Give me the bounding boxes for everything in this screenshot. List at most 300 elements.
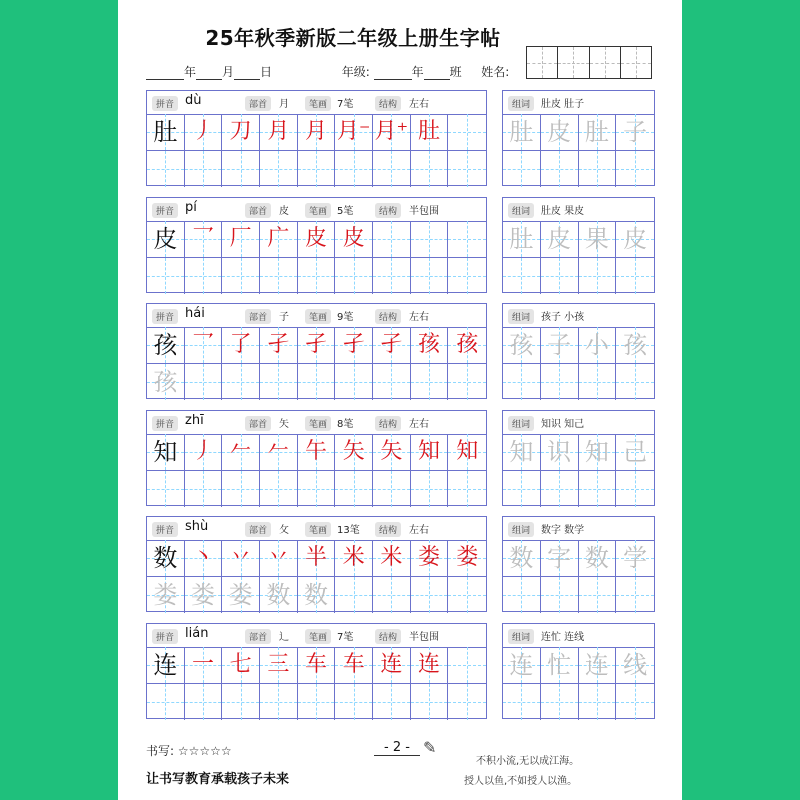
word-header [503,411,654,435]
tracing-cell[interactable] [260,471,298,507]
word-cell[interactable] [541,221,579,257]
word-block-6 [502,623,655,719]
practice-block-2 [146,197,487,293]
tracing-cell[interactable] [147,684,185,720]
word-block-2 [502,197,655,293]
stroke-cell [222,647,260,683]
info-header [147,517,486,541]
words-value: 数字 数学 [541,525,585,536]
words-tag: 组词 [508,309,534,324]
word-cell[interactable] [579,114,617,150]
trace-character: 孩 [153,368,178,396]
word-cell[interactable] [541,471,579,507]
word-blank-row [503,258,654,294]
radical-value: 攵 [279,525,289,536]
stroke-cell [448,434,486,470]
info-header [147,411,486,435]
word-trace-character: 子 [547,331,572,359]
tracing-cell[interactable] [147,471,185,507]
stroke-step: 娄 [456,545,479,570]
tracing-cell[interactable] [298,471,336,507]
stroke-step: 了 [229,332,252,357]
stroke-step: 乛 [192,332,215,357]
word-cell[interactable] [541,577,579,613]
words-value: 连忙 连线 [541,632,585,643]
word-cell[interactable] [503,364,541,400]
word-trace-character: 肚 [509,225,534,253]
word-blank-row [503,684,654,720]
stroke-cell [373,221,411,257]
radical-value: 皮 [279,206,289,217]
word-header [503,624,654,648]
tracing-row [147,364,486,400]
tracing-cell[interactable] [335,471,373,507]
word-trace-character: 己 [623,438,648,466]
stroke-cell [185,221,223,257]
word-cell[interactable] [616,327,654,363]
stroke-step: 午 [305,439,328,464]
tracing-cell[interactable] [373,364,411,400]
stroke-step: 知 [456,439,479,464]
word-trace-character: 皮 [547,118,572,146]
page-number: - 2 - [374,740,420,756]
model-cell [147,221,185,257]
stroke-step: 矢 [342,439,365,464]
pinyin-value: hái [185,306,205,321]
word-cell[interactable] [503,471,541,507]
stroke-cell [260,221,298,257]
day-blank[interactable] [234,67,260,80]
strokes-tag: 笔画 [305,522,331,537]
stroke-cell [373,434,411,470]
tracing-cell[interactable] [373,151,411,187]
tracing-cell[interactable] [373,684,411,720]
grade-label: 年级: [341,65,370,79]
word-trace-row [503,434,654,471]
tracing-cell[interactable] [335,258,373,294]
word-cell[interactable] [503,221,541,257]
words-value: 肚皮 果皮 [541,206,585,217]
radical-tag: 部首 [245,309,271,324]
tracing-cell[interactable] [222,471,260,507]
strokes-tag: 笔画 [305,629,331,644]
stroke-cell [298,434,336,470]
word-cell[interactable] [541,684,579,720]
month-blank[interactable] [196,67,222,80]
word-trace-character: 果 [584,225,609,253]
strokes-tag: 笔画 [305,309,331,324]
stroke-cell [185,647,223,683]
word-trace-character: 数 [584,544,609,572]
info-header [147,304,486,328]
words-tag: 组词 [508,522,534,537]
word-cell[interactable] [541,364,579,400]
tracing-cell[interactable] [222,151,260,187]
quote-line-1: 不积小流,无以成江海。 [476,756,580,767]
tracing-cell[interactable] [298,364,336,400]
word-cell[interactable] [579,258,617,294]
stroke-step: 孑 [305,332,328,357]
tracing-cell[interactable] [260,577,298,613]
word-cell[interactable] [579,684,617,720]
pen-icon: ✎ [423,738,437,757]
word-cell[interactable] [616,151,654,187]
word-cell[interactable] [579,540,617,576]
tracing-cell[interactable] [373,471,411,507]
word-cell[interactable] [503,258,541,294]
stroke-step: 孑 [380,332,403,357]
structure-value: 半包围 [409,632,439,643]
stroke-step: 丿 [192,439,215,464]
word-cell[interactable] [579,364,617,400]
tracing-cell[interactable] [411,364,449,400]
stroke-cell [260,540,298,576]
writing-rating: 书写: ☆☆☆☆☆ [146,744,232,758]
practice-block-3 [146,303,487,399]
page-title: 25年秋季新版二年级上册生字帖 [205,26,501,50]
tracing-cell[interactable] [260,684,298,720]
model-cell [147,540,185,576]
word-trace-character: 皮 [547,225,572,253]
word-trace-row [503,221,654,258]
tracing-cell[interactable] [448,577,486,613]
tracing-cell[interactable] [448,258,486,294]
stroke-cell [373,114,411,150]
model-character: 数 [153,544,178,572]
tracing-cell[interactable] [185,258,223,294]
stroke-order-row [147,647,486,684]
word-trace-character: 小 [584,331,609,359]
stroke-cell [448,540,486,576]
stroke-step: 车 [305,652,328,677]
radical-tag: 部首 [245,522,271,537]
stroke-cell [411,540,449,576]
word-cell[interactable] [503,114,541,150]
word-cell[interactable] [503,647,541,683]
strokes-tag: 笔画 [305,96,331,111]
pinyin-value: lián [185,626,209,641]
model-character: 孩 [153,331,178,359]
tracing-cell[interactable] [335,364,373,400]
strokes-value: 13笔 [337,525,360,536]
stroke-cell [373,540,411,576]
tracing-cell[interactable] [147,577,185,613]
words-tag: 组词 [508,203,534,218]
stroke-cell [448,647,486,683]
structure-tag: 结构 [375,522,401,537]
tracing-cell[interactable] [448,471,486,507]
word-blank-row [503,471,654,507]
stroke-cell [185,434,223,470]
tracing-cell[interactable] [448,684,486,720]
word-cell[interactable] [541,540,579,576]
stroke-step: 娄 [418,545,441,570]
pinyin-tag: 拼音 [152,629,178,644]
tracing-cell[interactable] [448,151,486,187]
structure-tag: 结构 [375,309,401,324]
word-cell[interactable] [579,151,617,187]
word-trace-character: 字 [547,544,572,572]
word-trace-character: 数 [509,544,534,572]
stroke-cell [298,114,336,150]
stroke-order-row [147,327,486,364]
tracing-row [147,151,486,187]
tracing-cell[interactable] [147,258,185,294]
stroke-step: 矢 [380,439,403,464]
word-header [503,198,654,222]
pinyin-value: shù [185,519,209,534]
tracing-cell[interactable] [185,364,223,400]
tracing-cell[interactable] [411,258,449,294]
word-cell[interactable] [616,540,654,576]
tracing-cell[interactable] [185,684,223,720]
word-cell[interactable] [503,327,541,363]
word-trace-character: 连 [509,651,534,679]
structure-value: 左右 [409,312,429,323]
tracing-cell[interactable] [222,364,260,400]
word-block-4 [502,410,655,506]
stroke-step: 车 [342,652,365,677]
word-trace-character: 连 [584,651,609,679]
tracing-row [147,577,486,613]
word-cell[interactable] [616,364,654,400]
word-cell[interactable] [579,471,617,507]
year-blank[interactable] [146,67,184,80]
stroke-cell [411,434,449,470]
stroke-step: 月⁻ [336,119,371,144]
stroke-cell [298,327,336,363]
strokes-value: 7笔 [337,632,354,643]
stroke-step: 月 [305,119,328,144]
word-trace-character: 忙 [547,651,572,679]
practice-block-1 [146,90,487,186]
tracing-cell[interactable] [448,364,486,400]
model-cell [147,647,185,683]
model-character: 知 [153,438,178,466]
tracing-cell[interactable] [298,577,336,613]
word-cell[interactable] [616,647,654,683]
words-value: 肚皮 肚子 [541,99,585,110]
tracing-cell[interactable] [222,258,260,294]
tracing-cell[interactable] [222,684,260,720]
radical-value: 月 [279,99,289,110]
word-header [503,304,654,328]
strokes-value: 9笔 [337,312,354,323]
tracing-cell[interactable] [298,258,336,294]
word-header [503,91,654,115]
word-cell[interactable] [541,327,579,363]
date-line: 年 月 日 年级: 年 班 姓名: [146,63,509,80]
word-blank-row [503,151,654,187]
tracing-cell[interactable] [260,151,298,187]
stroke-cell [185,540,223,576]
stroke-cell [222,540,260,576]
pinyin-value: dù [185,93,202,108]
word-cell[interactable] [616,258,654,294]
model-character: 连 [153,651,178,679]
word-header [503,517,654,541]
trace-character: 娄 [228,581,253,609]
word-cell[interactable] [541,151,579,187]
tracing-cell[interactable] [260,364,298,400]
stroke-cell [411,327,449,363]
word-trace-row [503,114,654,151]
practice-block-5 [146,516,487,612]
structure-value: 左右 [409,99,429,110]
tracing-cell[interactable] [411,471,449,507]
strokes-tag: 笔画 [305,416,331,431]
tracing-cell[interactable] [411,151,449,187]
stroke-cell [411,114,449,150]
stroke-cell [335,647,373,683]
tracing-cell[interactable] [298,684,336,720]
model-character: 肚 [153,118,178,146]
stroke-cell [222,221,260,257]
word-cell[interactable] [503,434,541,470]
stroke-cell [373,327,411,363]
tracing-cell[interactable] [260,258,298,294]
structure-tag: 结构 [375,203,401,218]
stroke-step: 孩 [456,332,479,357]
stroke-step: 丿 [192,119,215,144]
radical-tag: 部首 [245,629,271,644]
word-cell[interactable] [616,434,654,470]
pinyin-tag: 拼音 [152,203,178,218]
quote-line-2: 授人以鱼,不如授人以渔。 [464,776,578,787]
pinyin-tag: 拼音 [152,416,178,431]
tracing-cell[interactable] [185,151,223,187]
stroke-step: 皮 [305,226,328,251]
word-cell[interactable] [503,577,541,613]
stroke-step: 三 [267,652,290,677]
stroke-cell [298,540,336,576]
stroke-step: 肚 [418,119,441,144]
stroke-step: 孑 [267,332,290,357]
word-cell[interactable] [503,684,541,720]
structure-tag: 结构 [375,629,401,644]
word-cell[interactable] [541,258,579,294]
word-trace-character: 子 [623,118,648,146]
word-cell[interactable] [579,221,617,257]
tracing-cell[interactable] [411,577,449,613]
tracing-cell[interactable] [373,258,411,294]
tracing-cell[interactable] [411,684,449,720]
tracing-row [147,684,486,720]
word-trace-character: 线 [623,651,648,679]
strokes-tag: 笔画 [305,203,331,218]
stroke-cell [260,114,298,150]
word-cell[interactable] [616,684,654,720]
stroke-cell [335,114,373,150]
info-header [147,91,486,115]
tracing-cell[interactable] [373,577,411,613]
stroke-cell [298,221,336,257]
word-cell[interactable] [616,114,654,150]
tracing-cell[interactable] [147,364,185,400]
stroke-cell [185,327,223,363]
stroke-cell [260,647,298,683]
radical-tag: 部首 [245,96,271,111]
stroke-order-row [147,114,486,151]
words-tag: 组词 [508,629,534,644]
pinyin-tag: 拼音 [152,522,178,537]
word-cell[interactable] [503,151,541,187]
model-cell [147,114,185,150]
word-cell[interactable] [579,434,617,470]
name-grid[interactable] [526,46,652,79]
word-cell[interactable] [541,434,579,470]
tracing-cell[interactable] [298,151,336,187]
words-tag: 组词 [508,96,534,111]
word-block-3 [502,303,655,399]
stroke-step: 丶 [192,545,215,570]
tracing-cell[interactable] [147,151,185,187]
stroke-order-row [147,434,486,471]
structure-tag: 结构 [375,416,401,431]
word-cell[interactable] [503,540,541,576]
stroke-step: 米 [380,545,403,570]
grade-blank[interactable] [374,67,412,80]
stroke-step: 孩 [418,332,441,357]
stroke-cell [448,114,486,150]
word-cell[interactable] [579,327,617,363]
word-trace-character: 肚 [509,118,534,146]
tracing-cell[interactable] [185,577,223,613]
stroke-step: 乛 [192,226,215,251]
pinyin-tag: 拼音 [152,309,178,324]
info-header [147,624,486,648]
word-trace-character: 皮 [623,225,648,253]
stroke-step: 七 [229,652,252,677]
radical-value: 矢 [279,419,289,430]
word-cell[interactable] [616,221,654,257]
stroke-step: 孑 [342,332,365,357]
word-cell[interactable] [541,647,579,683]
tracing-cell[interactable] [335,577,373,613]
stroke-cell [335,434,373,470]
stroke-cell [260,434,298,470]
word-block-1 [502,90,655,186]
stroke-cell [373,647,411,683]
word-blank-row [503,364,654,400]
tracing-row [147,471,486,507]
model-character: 皮 [153,225,178,253]
model-cell [147,327,185,363]
word-cell[interactable] [616,471,654,507]
class-blank[interactable] [424,67,450,80]
tracing-cell[interactable] [335,684,373,720]
word-cell[interactable] [579,647,617,683]
tracing-cell[interactable] [335,151,373,187]
pinyin-value: pí [185,200,197,215]
pinyin-value: zhī [185,413,204,428]
trace-character: 娄 [153,581,178,609]
stroke-step: 刀 [229,119,252,144]
stroke-step: 广 [267,226,290,251]
tracing-cell[interactable] [185,471,223,507]
structure-value: 左右 [409,419,429,430]
word-cell[interactable] [579,577,617,613]
tracing-cell[interactable] [222,577,260,613]
stroke-cell [448,327,486,363]
stroke-cell [335,327,373,363]
word-cell[interactable] [541,114,579,150]
stroke-step: 知 [418,439,441,464]
word-cell[interactable] [616,577,654,613]
radical-value: 子 [279,312,289,323]
radical-value: 辶 [279,632,289,643]
stroke-cell [298,647,336,683]
